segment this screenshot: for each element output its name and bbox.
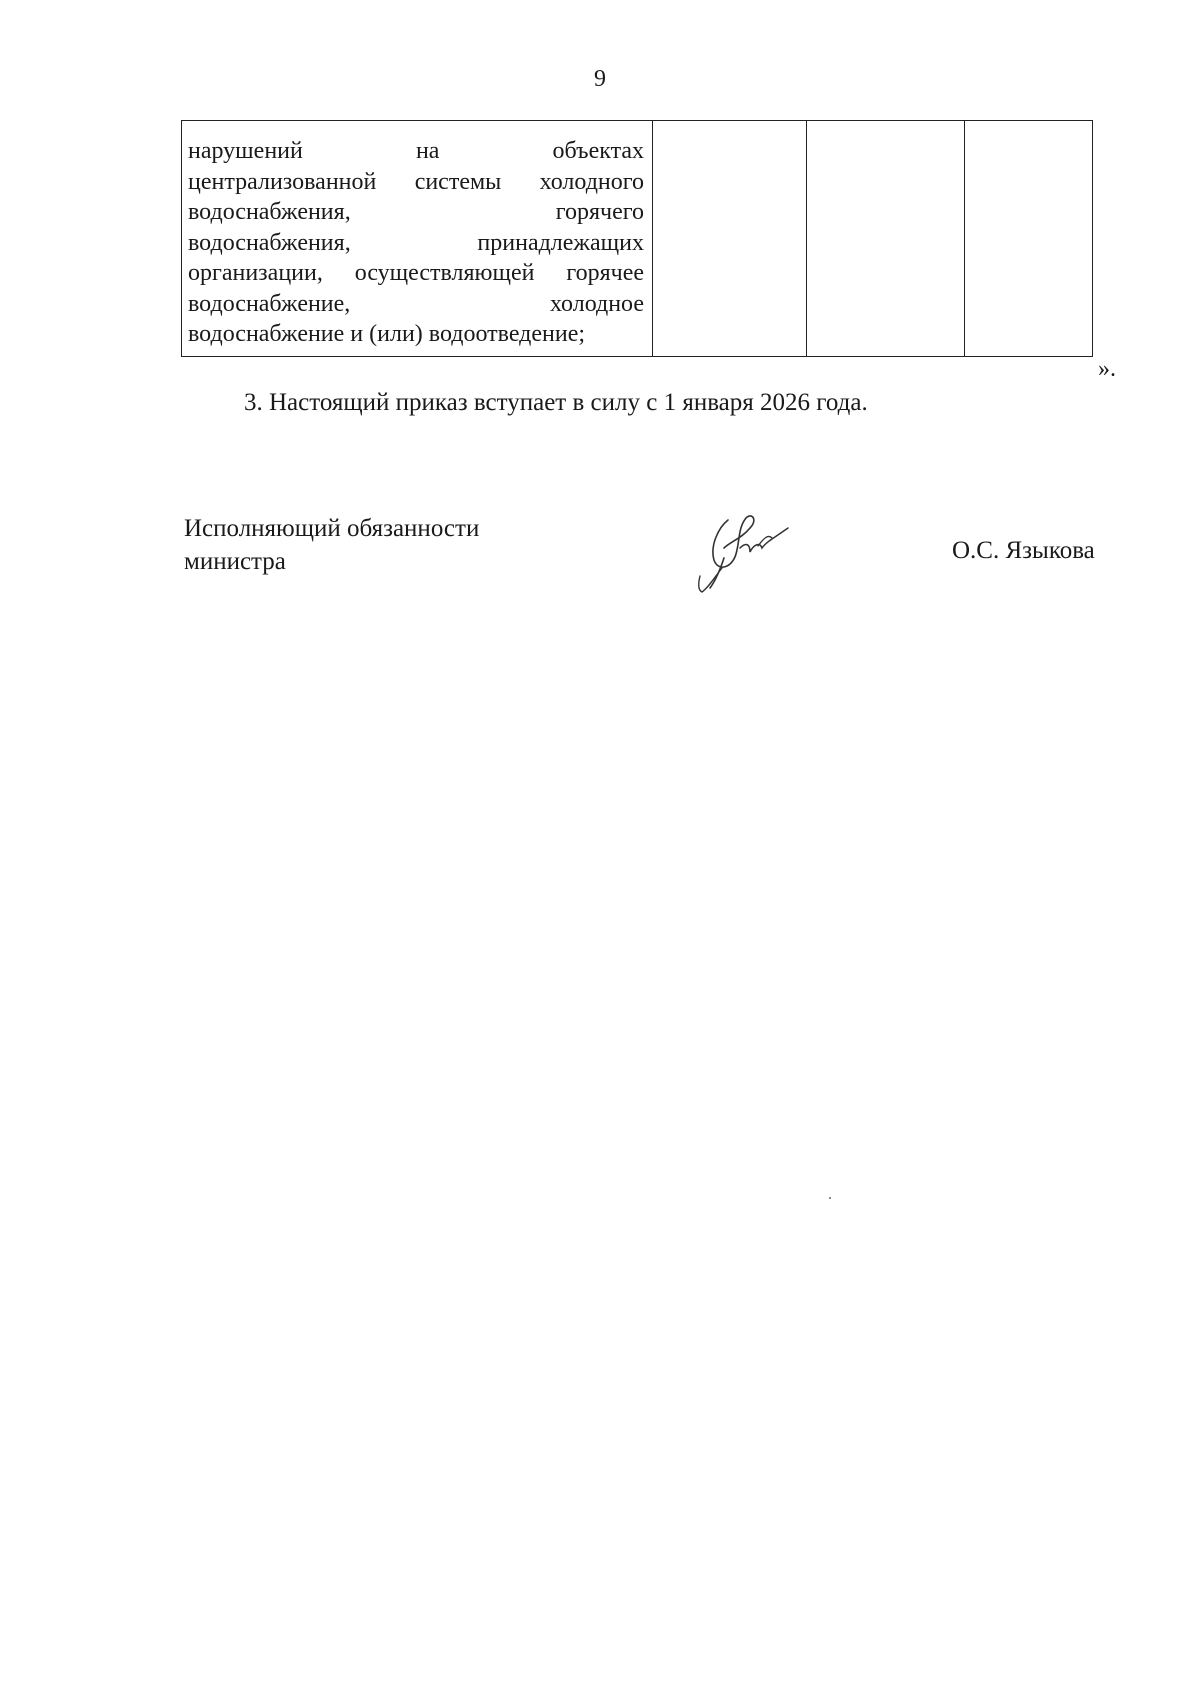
table-row — [182, 121, 1093, 357]
cell-line: водоснабжение и (или) водоотведение; — [188, 321, 586, 347]
cell-line: нарушений на объектах — [188, 138, 644, 164]
signatory-name: О.С. Языкова — [952, 537, 1095, 564]
cell-line: централизованной системы холодного — [188, 168, 644, 195]
signatory-role-line: Исполняющий обязанности — [184, 515, 480, 542]
table-cell-empty — [965, 121, 1093, 357]
handwritten-signature — [680, 498, 800, 598]
signatory-role — [184, 512, 479, 578]
cell-line: водоснабжение, холодное — [188, 290, 644, 317]
cell-line: организации, осуществляющей горячее — [188, 260, 644, 286]
continued-table — [181, 120, 1093, 357]
scan-speck — [829, 1197, 831, 1199]
signatory-role-line: министра — [184, 548, 286, 575]
table-cell-text — [182, 121, 652, 354]
closing-quote: ». — [1098, 356, 1116, 382]
page-number: 9 — [594, 66, 606, 92]
cell-line: водоснабжения, принадлежащих — [188, 229, 644, 256]
cell-line: водоснабжения, горячего — [188, 199, 644, 225]
clause-3-paragraph: 3. Настоящий приказ вступает в силу с 1 января 2026 года. — [244, 389, 868, 416]
table-cell-description — [182, 121, 653, 357]
table-cell-empty — [807, 121, 965, 357]
table-cell-empty — [653, 121, 807, 357]
